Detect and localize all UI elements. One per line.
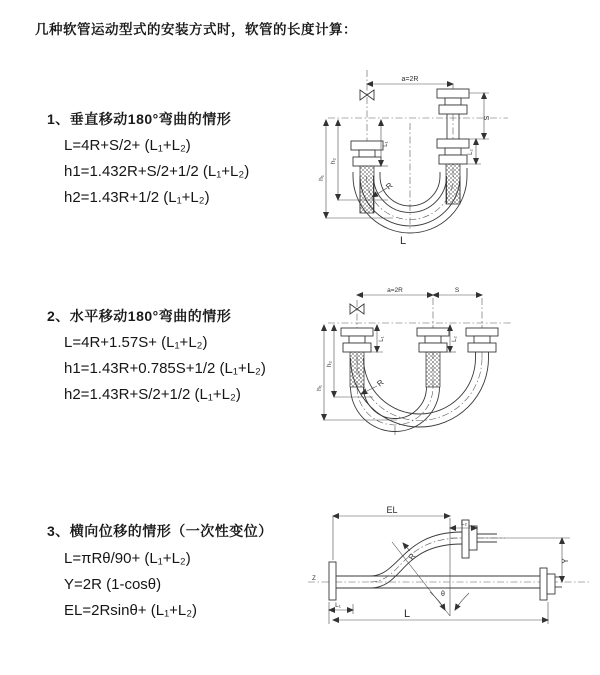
diagram-horizontal-180-bend	[313, 282, 600, 457]
left-pipe-fitting	[341, 328, 373, 387]
dim-l-label: L	[403, 608, 411, 620]
dim-h1-label: h₁	[316, 385, 323, 391]
dim-l1-label: L₁	[335, 602, 341, 609]
dim-l2-label: L₂	[468, 149, 474, 155]
formula-s1-length: L=4R+S/2+ (L₁+L₂)	[64, 137, 191, 154]
formula-s3-y: Y=2R (1-cosθ)	[64, 576, 162, 593]
dimension-lines	[329, 505, 570, 624]
middle-pipe-fitting	[417, 328, 449, 387]
dim-l2-label: L₂	[452, 336, 458, 342]
dim-y-label: Y	[561, 558, 570, 564]
length-label: L	[399, 235, 407, 247]
formula-s2-h2: h2=1.43R+S/2+1/2 (L₁+L₂)	[64, 386, 241, 403]
formula-s1-h2: h2=1.43R+1/2 (L₁+L₂)	[64, 189, 210, 206]
formula-s2-h1: h1=1.43R+0.785S+1/2 (L₁+L₂)	[64, 360, 266, 377]
dim-s-label: S	[454, 287, 460, 294]
radius-label: R	[375, 377, 386, 389]
section-2-heading: 2、水平移动180°弯曲的情形	[47, 308, 232, 324]
formula-s3-length: L=πRθ/90+ (L₁+L₂)	[64, 550, 191, 567]
dim-l2-label: L₂	[460, 520, 468, 527]
dim-h2-label: h₂	[330, 157, 337, 165]
dim-h1-label: h₁	[318, 175, 325, 181]
diagram-lateral-displacement	[300, 498, 600, 643]
radius-label: R	[406, 551, 418, 562]
dimension-lines	[316, 287, 482, 435]
section-3-heading: 3、横向位移的情形（一次性变位）	[47, 523, 273, 539]
radius-label: R	[384, 180, 395, 192]
right-pipe-fitting	[466, 328, 498, 352]
displaced-hose	[358, 520, 497, 588]
formula-s1-h1: h1=1.432R+S/2+1/2 (L₁+L₂)	[64, 163, 250, 180]
dim-a2r-label: a=2R	[401, 76, 419, 83]
dim-l1-label: L₁	[383, 141, 389, 147]
dim-el-label: EL	[386, 505, 398, 515]
dim-l1-label: L₁	[379, 336, 385, 342]
right-pipe-fitting	[437, 89, 469, 204]
page-title: 几种软管运动型式的安装方式时，软管的长度计算：	[35, 22, 357, 37]
hose-u-bends	[351, 352, 489, 432]
angle-theta-label: θ	[441, 591, 445, 598]
dim-a2r-label: a=2R	[387, 287, 403, 294]
formula-s2-length: L=4R+1.57S+ (L₁+L₂)	[64, 334, 208, 351]
section-1-heading: 1、垂直移动180°弯曲的情形	[47, 111, 232, 127]
dim-s-label: S	[484, 115, 491, 121]
angle-construction	[392, 518, 469, 616]
formula-s3-el: EL=2Rsinθ+ (L₁+L₂)	[64, 602, 198, 619]
dim-h2-label: h₂	[326, 360, 333, 368]
diagram-vertical-180-bend	[313, 68, 600, 263]
original-position-pipe	[358, 568, 562, 600]
left-pipe-fitting	[329, 562, 358, 600]
axis-mark-label: Z	[312, 576, 316, 582]
